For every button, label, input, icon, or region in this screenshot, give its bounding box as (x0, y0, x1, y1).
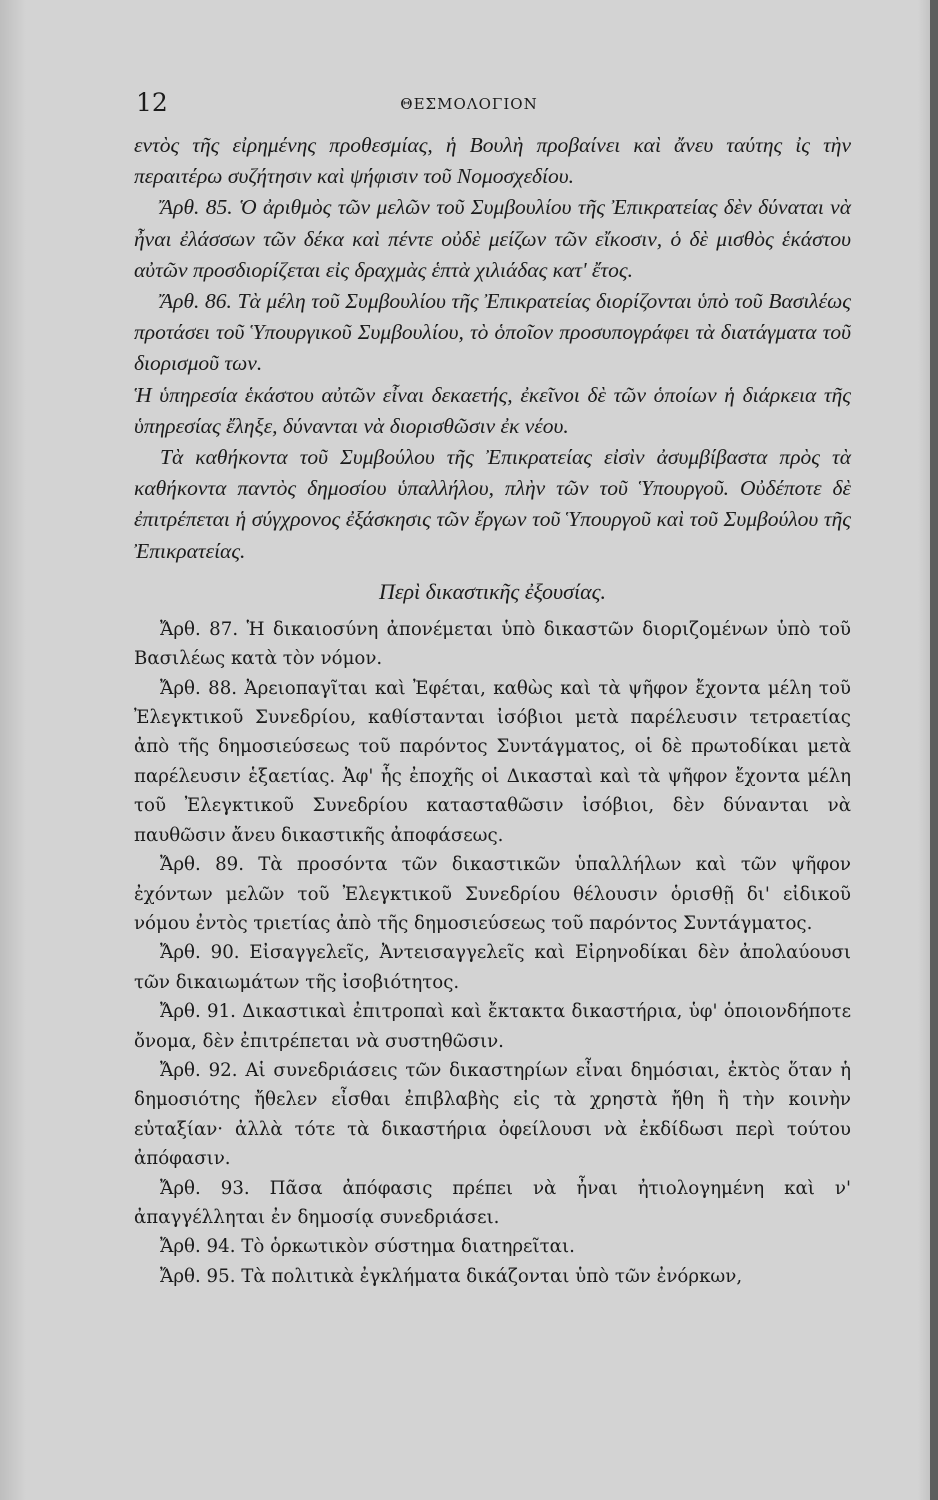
page-body (134, 130, 851, 1291)
section-heading: Περὶ δικαστικῆς ἐξουσίας. (378, 578, 607, 604)
paragraph-article-85: Ἄρθ. 85. Ὁ ἀριθμὸς τῶν μελῶν τοῦ Συμβουλίου τῆς Ἐπικρατείας δὲν δύναται νὰ ἦναι ἐλάσσων τῶν δέκα καὶ πέντε οὐδὲ μείζων τῶν εἴκοσιν, ὁ δὲ μισθὸς ἑκάστου αὐτῶν προσδιορίζεται εἰς δραχμὰς ἑπτὰ χιλιάδας κατ' ἔτος. (134, 195, 851, 282)
page-edge-shadow (930, 0, 938, 1500)
paragraph-article-86: Ἄρθ. 86. Τὰ μέλη τοῦ Συμβουλίου τῆς Ἐπικρατείας διορίζονται ὑπὸ τοῦ Βασιλέως προτάσει τοῦ Ὑπουργικοῦ Συμβουλίου, τὸ ὁποῖον προσυπογράφει τὰ διατάγματα τοῦ διορισμοῦ των. (134, 289, 851, 376)
article-text: Δικαστικαὶ ἐπιτροπαὶ καὶ ἔκτακτα δικαστήρια, ὑφ' ὁποιονδήποτε ὄνομα, δὲν ἐπιτρέπεται νὰ συστηθῶσιν. (134, 1001, 851, 1052)
article-label: Ἄρθ. 93. (160, 1177, 250, 1199)
article-label: Ἄρθ. 95. (160, 1265, 236, 1287)
article-text: Τὸ ὁρκωτικὸν σύστημα διατηρεῖται. (235, 1236, 575, 1258)
article-label: Ἄρθ. 89. (160, 854, 244, 876)
paragraph: εντὸς τῆς εἰρημένης προθεσμίας, ἡ Βουλὴ προβαίνει καὶ ἄνευ ταύτης ἰς τὴν περαιτέρω συζήτησιν καὶ ψήφισιν τοῦ Νομοσχεδίου. (134, 133, 851, 189)
running-title: ΘΕΣΜΟΛΟΓΙΟΝ (400, 95, 538, 113)
paragraph: Τὰ καθήκοντα τοῦ Συμβούλου τῆς Ἐπικρατείας εἰσὶν ἀσυμβίβαστα πρὸς τὰ καθήκοντα παντὸς δημοσίου ὑπαλλήλου, πλὴν τῶν τοῦ Ὑπουργοῦ. Οὐδέποτε δὲ ἐπιτρέπεται ἡ σύγχρονος ἐξάσκησις τῶν ἔργων τοῦ Ὑπουργοῦ καὶ τοῦ Συμβούλου τῆς Ἐπικρατείας. (134, 445, 851, 563)
article-88 (134, 674, 851, 850)
article-label: Ἄρθ. 87. (160, 618, 239, 640)
article-text: Τὰ πολιτικὰ ἐγκλήματα δικάζονται ὑπὸ τῶν ἐνόρκων, (235, 1265, 743, 1287)
article-label: Ἄρθ. 92. (160, 1059, 238, 1081)
article-text: Ἡ δικαιοσύνη ἀπονέμεται ὑπὸ δικαστῶν διοριζομένων ὑπὸ τοῦ Βασιλέως κατὰ τὸν νόμον. (134, 618, 851, 670)
article-label: Ἄρθ. 88. (160, 677, 238, 699)
article-text: Τὰ προσόντα τῶν δικαστικῶν ὑπαλλήλων καὶ τῶν ψῆφον ἐχόντων μελῶν τοῦ Ἐλεγκτικοῦ Συνεδρίου θέλουσιν ὁρισθῇ δι' εἰδικοῦ νόμου ἐντὸς τριετίας ἀπὸ τῆς δημοσιεύσεως τοῦ παρόντος Συντάγματος. (134, 854, 851, 934)
paragraph: Ἡ ὑπηρεσία ἑκάστου αὐτῶν εἶναι δεκαετής, ἐκεῖνοι δὲ τῶν ὁποίων ἡ διάρκεια τῆς ὑπηρεσίας ἔληξε, δύνανται νὰ διορισθῶσιν ἐκ νέου. (134, 382, 851, 438)
article-label: Ἄρθ. 91. (160, 1001, 236, 1023)
article-89 (134, 850, 851, 938)
article-93 (134, 1174, 851, 1233)
article-90 (134, 938, 851, 997)
article-94 (134, 1232, 851, 1261)
article-text: Ἀρειοπαγῖται καὶ Ἐφέται, καθὼς καὶ τὰ ψῆφον ἔχοντα μέλη τοῦ Ἐλεγκτικοῦ Συνεδρίου, καθίστανται ἰσόβιοι μετὰ παρέλευσιν τετραετίας ἀπὸ τῆς δημοσιεύσεως τοῦ παρόντος Συντάγματος, οἱ δὲ πρωτοδίκαι μετὰ παρέλευσιν ἑξαετίας. Ἀφ' ἧς ἐποχῆς οἱ Δικασταὶ καὶ τὰ ψῆφον ἔχοντα μέλη τοῦ Ἐλεγκτικοῦ Συνεδρίου κατασταθῶσιν ἰσόβιοι, δὲν δύνανται νὰ παυθῶσιν ἄνευ δικαστικῆς ἀποφάσεως. (134, 677, 851, 846)
page-number: 12 (136, 88, 168, 117)
page-header (0, 88, 938, 124)
article-label: Ἄρθ. 94. (160, 1236, 236, 1258)
article-label: Ἄρθ. 90. (160, 942, 240, 964)
article-91 (134, 997, 851, 1056)
article-text: Εἰσαγγελεῖς, Ἀντεισαγγελεῖς καὶ Εἰρηνοδίκαι δὲν ἀπολαύουσι τῶν δικαιωμάτων τῆς ἰσοβιότητος. (134, 942, 851, 993)
article-92 (134, 1056, 851, 1174)
article-text: Αἱ συνεδριάσεις τῶν δικαστηρίων εἶναι δημόσιαι, ἐκτὸς ὅταν ἡ δημοσιότης ἤθελεν εἶσθαι ἐπιβλαβὴς εἰς τὰ χρηστὰ ἤθη ἢ τὴν κοινὴν εὐταξίαν· ἀλλὰ τότε τὰ δικαστήρια ὀφείλουσι νὰ ἐκδίδωσι περὶ τούτου ἀπόφασιν. (134, 1059, 851, 1170)
italic-section (134, 130, 851, 567)
article-text: Πᾶσα ἀπόφασις πρέπει νὰ ἦναι ἠτιολογημένη καὶ ν' ἀπαγγέλληται ἐν δημοσίᾳ συνεδριάσει. (134, 1177, 851, 1228)
article-87 (134, 615, 851, 674)
article-95 (134, 1262, 851, 1291)
roman-section (134, 615, 851, 1291)
